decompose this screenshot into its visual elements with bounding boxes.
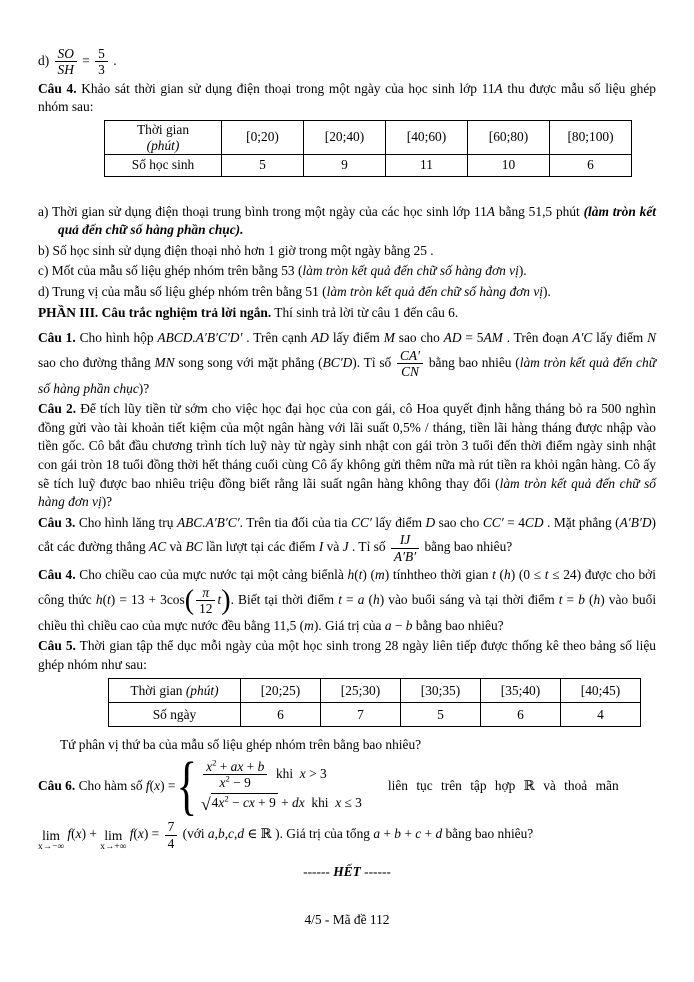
t2-value-1: 6 [241, 703, 321, 727]
t2-value-4: 6 [481, 703, 561, 727]
fraction: $\frac{x^2 + ax + b}{x^2 - 9}$ [201, 759, 269, 791]
t1-header-time [105, 121, 222, 155]
cau5-frequency-table [108, 678, 641, 727]
t2-interval-1: [20;25) [241, 679, 321, 703]
t2-interval-3: [30;35) [401, 679, 481, 703]
piecewise-case-2: $√4x^2$ − cx + 9 + dx khi x ≤ 3 [201, 793, 362, 814]
question-2: Câu 2. Để tích lũy tiền từ sớm cho việc học đại học của con gái, cô Hoa quyết định hằng tháng bỏ ra 500 nghìn đồng gửi vào tài khoản tiết kiệm của một ngân hàng với lãi suất 0,5% / tháng, tiền lãi hàng tháng được nhập vào tiền gốc. Cô bắt đầu chương trình tích luỹ này từ ngày sinh nhật con gái tròn 3 tuổi đến thời điểm ngày sinh nhật con gái tròn 18 tuổi đồng thời hết tháng cuối cùng Cô ấy không gửi thêm nữa mà rút tiền ra khỏi ngân hàng. Cô ấy sẽ tích luỹ được bao nhiêu triệu đồng biết rằng lãi suất ngân hàng không thay đổi (làm tròn kết quả đến chữ số hàng đơn vị)? [38, 401, 657, 510]
question-1: Câu 1. Cho hình hộp ABCD.A′B′C′D′ . Trên cạnh AD lấy điểm M sao cho AD = 5AM . Trên đoạn A′C lấy điểm N sao cho đường thẳng MN song song với mặt phẳng (BC′D). Tỉ số $\frac{CA'}{CN}$ bằng bao nhiêu (làm tròn kết quả đến chữ số hàng phần chục)? [38, 330, 656, 396]
fraction: $\frac{IJ}{A'B'}$ [389, 532, 421, 564]
end-marker: ------ HẾT ------ [303, 863, 391, 879]
t2-value-5: 4 [561, 703, 641, 727]
question-6-limit-line: lim x→−∞ f(x) + lim x→+∞ f(x) = $\frac{7}{4}$ (với a,b,c,d ∈ ℝ ). Giá trị của tổng a + b + c + d bằng bao nhiêu? [38, 819, 534, 853]
t2-interval-2: [25;30) [321, 679, 401, 703]
limit-operator: lim x→+∞ [100, 827, 127, 853]
piecewise-case-1: $\frac{x^2 + ax + b}{x^2 - 9}$ khi x > 3 [201, 759, 327, 791]
t1-header-time-line2: (phút) [146, 137, 180, 153]
t2-interval-5: [40;45) [561, 679, 641, 703]
cau4-frequency-table [104, 120, 632, 177]
t2-header-time-unit: (phút) [185, 682, 219, 698]
cau4-statement-b: b) Số học sinh sử dụng điện thoại nhỏ hơn 1 giờ trong một ngày bằng 25 . [38, 242, 434, 258]
t1-value-2: 9 [304, 155, 386, 177]
cau5-question-line: Tứ phân vị thứ ba của mẫu số liệu ghép nhóm trên bằng bao nhiêu? [60, 737, 422, 753]
sqrt-expression: $√4x^2$ − cx + 9 [201, 793, 276, 814]
t2-header-time [109, 679, 241, 703]
t1-value-3: 11 [386, 155, 468, 177]
part2-item-d: d) $\frac{SO}{SH}$ = $\frac{5}{3}$ . [38, 46, 117, 78]
cau4-statement-c: c) Mốt của mẫu số liệu ghép nhóm trên bằng 53 (làm tròn kết quả đến chữ số hàng đơn vị). [38, 263, 527, 279]
table-row [109, 703, 641, 727]
t2-value-2: 7 [321, 703, 401, 727]
fraction: $\frac{CA'}{CN}$ [395, 348, 425, 380]
t2-row-label: Số ngày [109, 703, 241, 727]
big-paren: ( [184, 584, 195, 616]
question-6-lead: Câu 6. Cho hàm số f(x) = [38, 777, 176, 793]
t1-header-time-line1: Thời gian [136, 122, 190, 137]
page-number: 4/5 - Mã đề 112 [304, 912, 390, 928]
t1-value-4: 10 [468, 155, 550, 177]
question-3: Câu 3. Cho hình lăng trụ ABC.A′B′C′. Trên tia đối của tia CC′ lấy điểm D sao cho CC′ = 4CD . Mặt phẳng (A′B′D) cắt các đường thẳng AC và BC lần lượt tại các điểm I và J . Tỉ số $\frac{IJ}{A'B'}$ bằng bao nhiêu? [38, 514, 656, 564]
t2-interval-4: [35;40) [481, 679, 561, 703]
t2-header-time-text: Thời gian [130, 682, 186, 698]
t1-interval-5: [80;100) [550, 121, 632, 155]
cau4-statement-d: d) Trung vị của mẫu số liệu ghép nhóm trên bằng 51 (làm tròn kết quả đến chữ số hàng đơn vị). [38, 283, 551, 299]
radical-icon: √ [201, 793, 211, 814]
fraction: $\frac{5}{3}$ [93, 46, 110, 78]
t1-row-label: Số học sinh [105, 155, 222, 177]
phan3-heading: PHẦN III. Câu trắc nghiệm trả lời ngắn. Thí sinh trả lời từ câu 1 đến câu 6. [38, 304, 459, 320]
t1-interval-1: [0;20) [222, 121, 304, 155]
big-paren: ) [221, 584, 231, 616]
cau4-part2-intro: Câu 4. Khảo sát thời gian sử dụng điện thoại trong một ngày của học sinh lớp 11A thu được mẫu số liệu ghép nhóm sau: [38, 80, 656, 115]
t1-value-1: 5 [222, 155, 304, 177]
t1-value-5: 6 [550, 155, 632, 177]
fraction: $\frac{\pi}{12}$ [194, 585, 217, 617]
t1-interval-4: [60;80) [468, 121, 550, 155]
question-4: Câu 4. Cho chiều cao của mực nước tại một cảng biểnlà h(t) (m) tínhtheo thời gian t (h) (0 ≤ t ≤ 24) được cho bởi công thức h(t) = 13 + 3cos( $\frac{\pi}{12}$ t). Biết tại thời điểm t = a (h) vào buổi sáng và tại thời điểm t = b (h) vào buổi chiều thì chiều cao của mực nước đều bằng 11,5 (m). Giá trị của a − b bằng bao nhiêu? [38, 567, 657, 633]
table-row [105, 121, 632, 155]
fraction: $\frac{SO}{SH}$ [53, 46, 79, 78]
limit-operator: lim x→−∞ [38, 827, 65, 853]
t1-interval-3: [40;60) [386, 121, 468, 155]
t2-value-3: 5 [401, 703, 481, 727]
question-5: Câu 5. Thời gian tập thể dục mỗi ngày của một học sinh trong 28 ngày liên tiếp được thống kê theo bảng số liệu ghép nhóm như sau: [38, 638, 656, 672]
table-row [105, 155, 632, 177]
fraction: $\frac{7}{4}$ [163, 819, 180, 851]
piecewise-cases [201, 759, 362, 813]
question-6-tail: liên tục trên tập hợp ℝ và thoả mãn [387, 777, 619, 793]
t1-interval-2: [20;40) [304, 121, 386, 155]
question-6: Câu 6. Cho hàm số f(x) = { $\frac{x^2 + ax + b}{x^2 - 9}$ khi x > 3 $√4x^2$ − cx + 9 + dx khi x ≤ 3 liên tục trên tập hợp ℝ và thoả mãn [38, 749, 619, 823]
table-row [109, 679, 641, 703]
cau4-statement-a: a) Thời gian sử dụng điện thoại trung bình trong một ngày của các học sinh lớp 11A bằng 51,5 phút (làm tròn kết quả đến chữ số hàng phần chục). [38, 203, 656, 238]
